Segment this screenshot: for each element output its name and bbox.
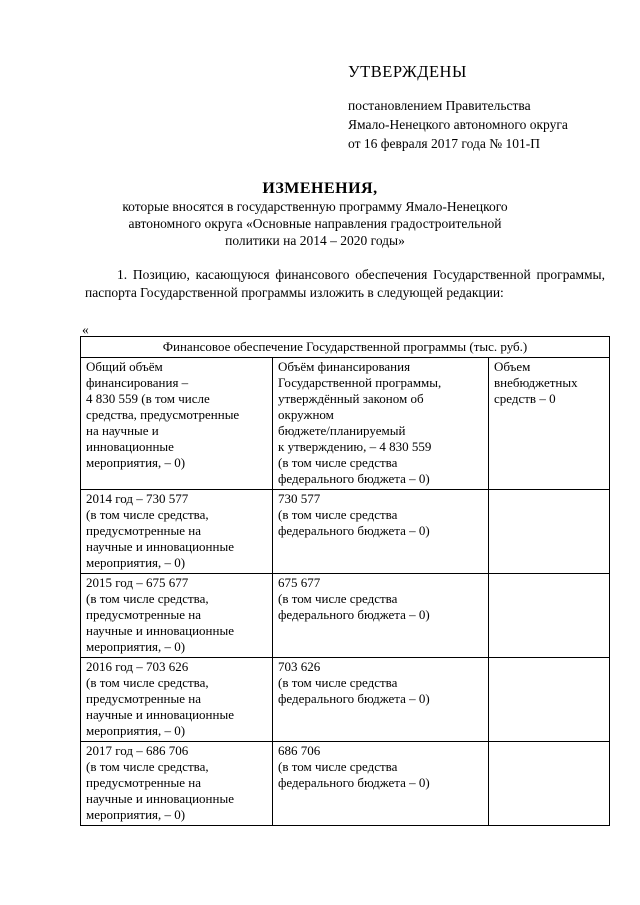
table-body (81, 358, 610, 826)
cell-line: утверждённый законом об (278, 391, 424, 406)
cell-line: научные и инновационные (86, 707, 234, 722)
cell-line: мероприятия, – 0) (86, 723, 186, 738)
cell-line: окружном (278, 407, 334, 422)
table-cell (81, 658, 273, 742)
approval-line: постановлением Правительства (348, 98, 531, 113)
cell-line: инновационные (86, 439, 174, 454)
cell-line: 675 677 (278, 575, 321, 590)
cell-line: федерального бюджета – 0) (278, 775, 430, 790)
cell-line: (в том числе средства (278, 675, 398, 690)
table-cell (489, 490, 610, 574)
subtitle-line: автономного округа «Основные направления градостроительной (128, 216, 502, 231)
table-cell (489, 658, 610, 742)
table-cell (273, 358, 489, 490)
cell-line: 2017 год – 686 706 (86, 743, 189, 758)
cell-line: (в том числе средства (278, 591, 398, 606)
table-cell (489, 742, 610, 826)
table-cell (273, 742, 489, 826)
table-cell (273, 490, 489, 574)
table-header: Финансовое обеспечение Государственной программы (тыс. руб.) (81, 337, 610, 358)
cell-line: предусмотренные на (86, 691, 202, 706)
cell-line: мероприятия, – 0) (86, 639, 186, 654)
cell-line: предусмотренные на (86, 775, 202, 790)
subtitle-line: политики на 2014 – 2020 годы» (225, 233, 405, 248)
cell-line: Объём финансирования (278, 359, 411, 374)
cell-line: финансирования – (86, 375, 189, 390)
approval-stamp-title: УТВЕРЖДЕНЫ (348, 62, 467, 81)
cell-line: (в том числе средства, (86, 759, 209, 774)
table-row (81, 742, 610, 826)
table-cell (81, 742, 273, 826)
cell-line: мероприятия, – 0) (86, 807, 186, 822)
cell-line: к утверждению, – 4 830 559 (278, 439, 432, 454)
cell-line: средств – 0 (494, 391, 556, 406)
cell-line: 686 706 (278, 743, 321, 758)
cell-line: мероприятия, – 0) (86, 455, 186, 470)
cell-line: 2014 год – 730 577 (86, 491, 189, 506)
cell-line: бюджете/планируемый (278, 423, 406, 438)
table-cell (489, 358, 610, 490)
cell-line: предусмотренные на (86, 607, 202, 622)
cell-line: (в том числе средства, (86, 675, 209, 690)
cell-line: 703 626 (278, 659, 321, 674)
cell-line: федерального бюджета – 0) (278, 523, 430, 538)
cell-line: (в том числе средства, (86, 591, 209, 606)
cell-line: федерального бюджета – 0) (278, 691, 430, 706)
cell-line: 2015 год – 675 677 (86, 575, 189, 590)
financing-table (80, 336, 610, 826)
cell-line: федерального бюджета – 0) (278, 471, 430, 486)
table-row (81, 490, 610, 574)
cell-line: (в том числе средства (278, 759, 398, 774)
approval-line: от 16 февраля 2017 года № 101-П (348, 136, 540, 151)
table-cell (273, 658, 489, 742)
amendment-paragraph: 1. Позицию, касающуюся финансового обеспечения Государственной программы, паспорта Государственной программы изложить в следующей редакции: (85, 267, 605, 300)
approval-line: Ямало-Ненецкого автономного округа (348, 117, 568, 132)
document-title: ИЗМЕНЕНИЯ, (262, 180, 378, 197)
cell-line: 4 830 559 (в том числе (86, 391, 210, 406)
cell-line: Общий объём (86, 359, 163, 374)
table-header-row (81, 337, 610, 358)
cell-line: научные и инновационные (86, 539, 234, 554)
cell-line: 2016 год – 703 626 (86, 659, 189, 674)
cell-line: Объем (494, 359, 531, 374)
document-subtitle (100, 198, 530, 249)
table-cell (489, 574, 610, 658)
table-row (81, 574, 610, 658)
cell-line: (в том числе средства, (86, 507, 209, 522)
cell-line: 730 577 (278, 491, 321, 506)
cell-line: Государственной программы, (278, 375, 442, 390)
cell-line: научные и инновационные (86, 623, 234, 638)
cell-line: мероприятия, – 0) (86, 555, 186, 570)
opening-quote: « (82, 322, 89, 337)
cell-line: научные и инновационные (86, 791, 234, 806)
cell-line: на научные и (86, 423, 159, 438)
cell-line: (в том числе средства (278, 455, 398, 470)
table-cell (273, 574, 489, 658)
table-row (81, 358, 610, 490)
cell-line: внебюджетных (494, 375, 578, 390)
table-row (81, 658, 610, 742)
table-cell (81, 490, 273, 574)
approval-details (348, 96, 568, 153)
cell-line: предусмотренные на (86, 523, 202, 538)
table-cell (81, 574, 273, 658)
cell-line: (в том числе средства (278, 507, 398, 522)
table-cell (81, 358, 273, 490)
subtitle-line: которые вносятся в государственную программу Ямало-Ненецкого (122, 199, 508, 214)
cell-line: федерального бюджета – 0) (278, 607, 430, 622)
cell-line: средства, предусмотренные (86, 407, 240, 422)
